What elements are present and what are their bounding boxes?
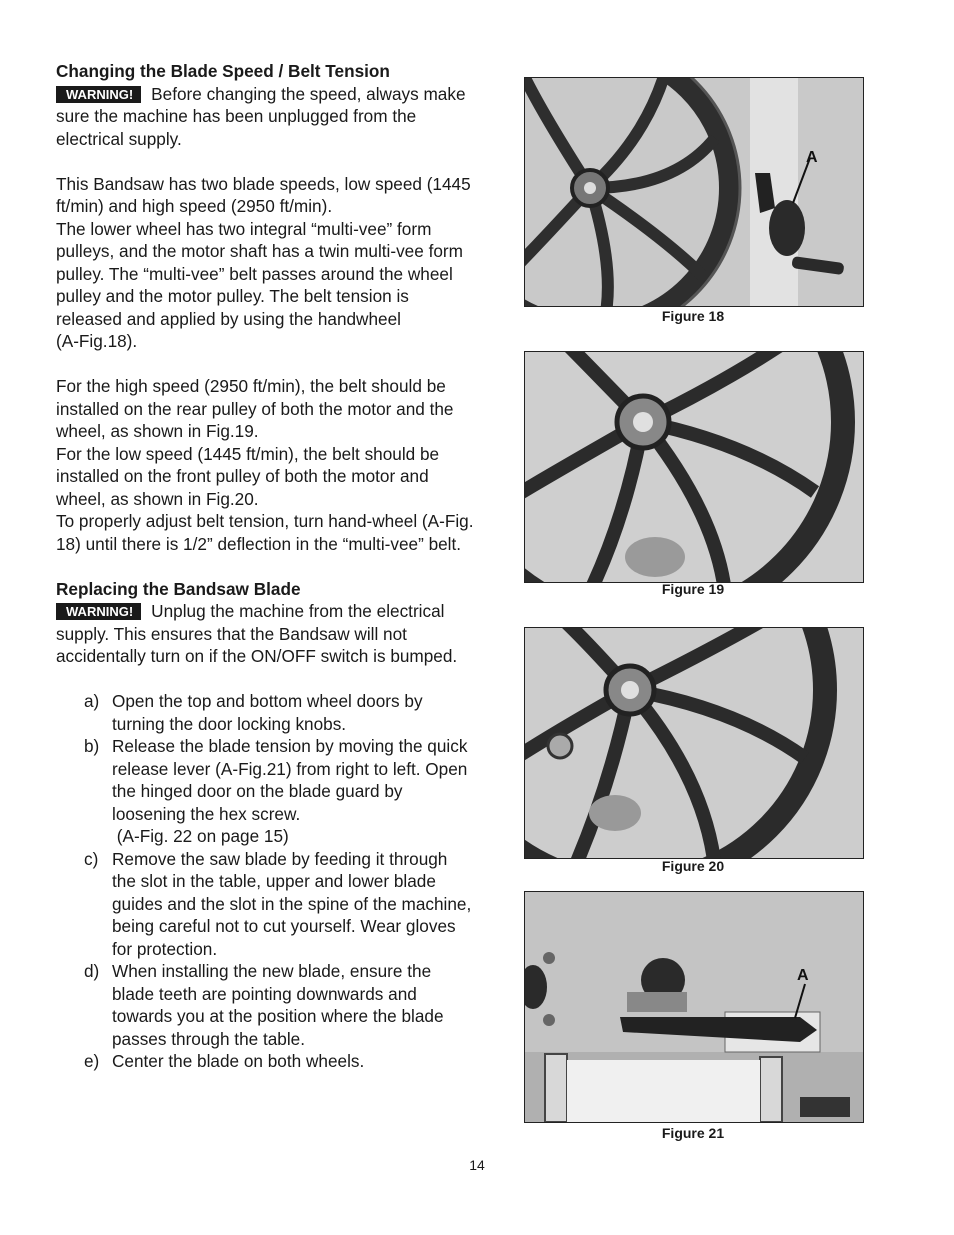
- figure-18-photo: [524, 77, 864, 307]
- list-item: [84, 848, 476, 961]
- steps-list: [84, 690, 476, 1073]
- list-marker: e): [84, 1051, 100, 1071]
- list-marker: d): [84, 961, 100, 981]
- list-text-extra: (A-Fig. 22 on page 15): [116, 826, 289, 846]
- list-item: [84, 690, 476, 735]
- warning-paragraph-2: [56, 600, 476, 668]
- callout-a: A: [797, 967, 809, 984]
- warning-badge: WARNING!: [56, 603, 141, 620]
- list-text: Remove the saw blade by feeding it through the slot in the table, upper and lower blade guides and the slot in the spine of the machine, being careful not to cut yourself. Wear gloves for protection.: [112, 848, 472, 959]
- figure-caption: Figure 19: [661, 581, 725, 597]
- list-text: Release the blade tension by moving the quick release lever (A-Fig.21) from right to left. Open the hinged door on the blade guard by loosening the hex screw.: [112, 736, 468, 824]
- figure-caption: Figure 18: [661, 308, 725, 324]
- figure-21-photo: [524, 891, 864, 1123]
- paragraph-fig-ref: (A-Fig.18).: [56, 331, 138, 351]
- paragraph-speeds: This Bandsaw has two blade speeds, low speed (1445 ft/min) and high speed (2950 ft/min).: [56, 173, 471, 216]
- paragraph-low-speed: For the low speed (1445 ft/min), the belt should be installed on the front pulley of both the motor and wheel, as shown in Fig.20.: [56, 443, 440, 509]
- list-text: When installing the new blade, ensure the blade teeth are pointing downwards and towards you at the position where the blade passes through the table.: [112, 961, 444, 1049]
- text-column: [56, 60, 476, 1073]
- list-text: Center the blade on both wheels.: [112, 1051, 365, 1071]
- paragraph-pulleys: The lower wheel has two integral “multi-vee” form pulleys, and the motor shaft has a twin multi-vee form pulley. The “multi-vee” belt passes around the wheel pulley and the motor pulley. The belt tension is released and applied by using the handwheel: [56, 218, 463, 329]
- list-marker: a): [84, 691, 100, 711]
- page-number: 14: [469, 1157, 485, 1173]
- paragraph-tension: To properly adjust belt tension, turn hand-wheel (A-Fig. 18) until there is 1/2” deflection in the “multi-vee” belt.: [56, 511, 474, 554]
- figure-20-photo: [524, 627, 864, 859]
- warning-badge: WARNING!: [56, 86, 141, 103]
- section-title-blade-speed: Changing the Blade Speed / Belt Tension: [56, 61, 390, 81]
- callout-a: A: [806, 149, 818, 166]
- list-item: [84, 1050, 476, 1073]
- warning-paragraph-1: [56, 83, 476, 151]
- list-item: [84, 960, 476, 1050]
- list-marker: b): [84, 736, 100, 756]
- paragraph-high-speed: For the high speed (2950 ft/min), the belt should be installed on the rear pulley of both the motor and the wheel, as shown in Fig.19.: [56, 376, 454, 441]
- figure-19-photo: [524, 351, 864, 583]
- figure-caption: Figure 21: [661, 1125, 725, 1141]
- list-item: [84, 735, 476, 848]
- list-marker: c): [84, 848, 99, 869]
- section-title-replace-blade: Replacing the Bandsaw Blade: [56, 578, 301, 599]
- figure-caption: Figure 20: [661, 858, 725, 874]
- warning-text: Unplug the machine from the electrical supply. This ensures that the Bandsaw will not accidentally turn on if the ON/OFF switch is bumped.: [56, 601, 458, 666]
- list-text: Open the top and bottom wheel doors by turning the door locking knobs.: [112, 691, 423, 734]
- warning-text: Before changing the speed, always make sure the machine has been unplugged from the electrical supply.: [56, 83, 466, 149]
